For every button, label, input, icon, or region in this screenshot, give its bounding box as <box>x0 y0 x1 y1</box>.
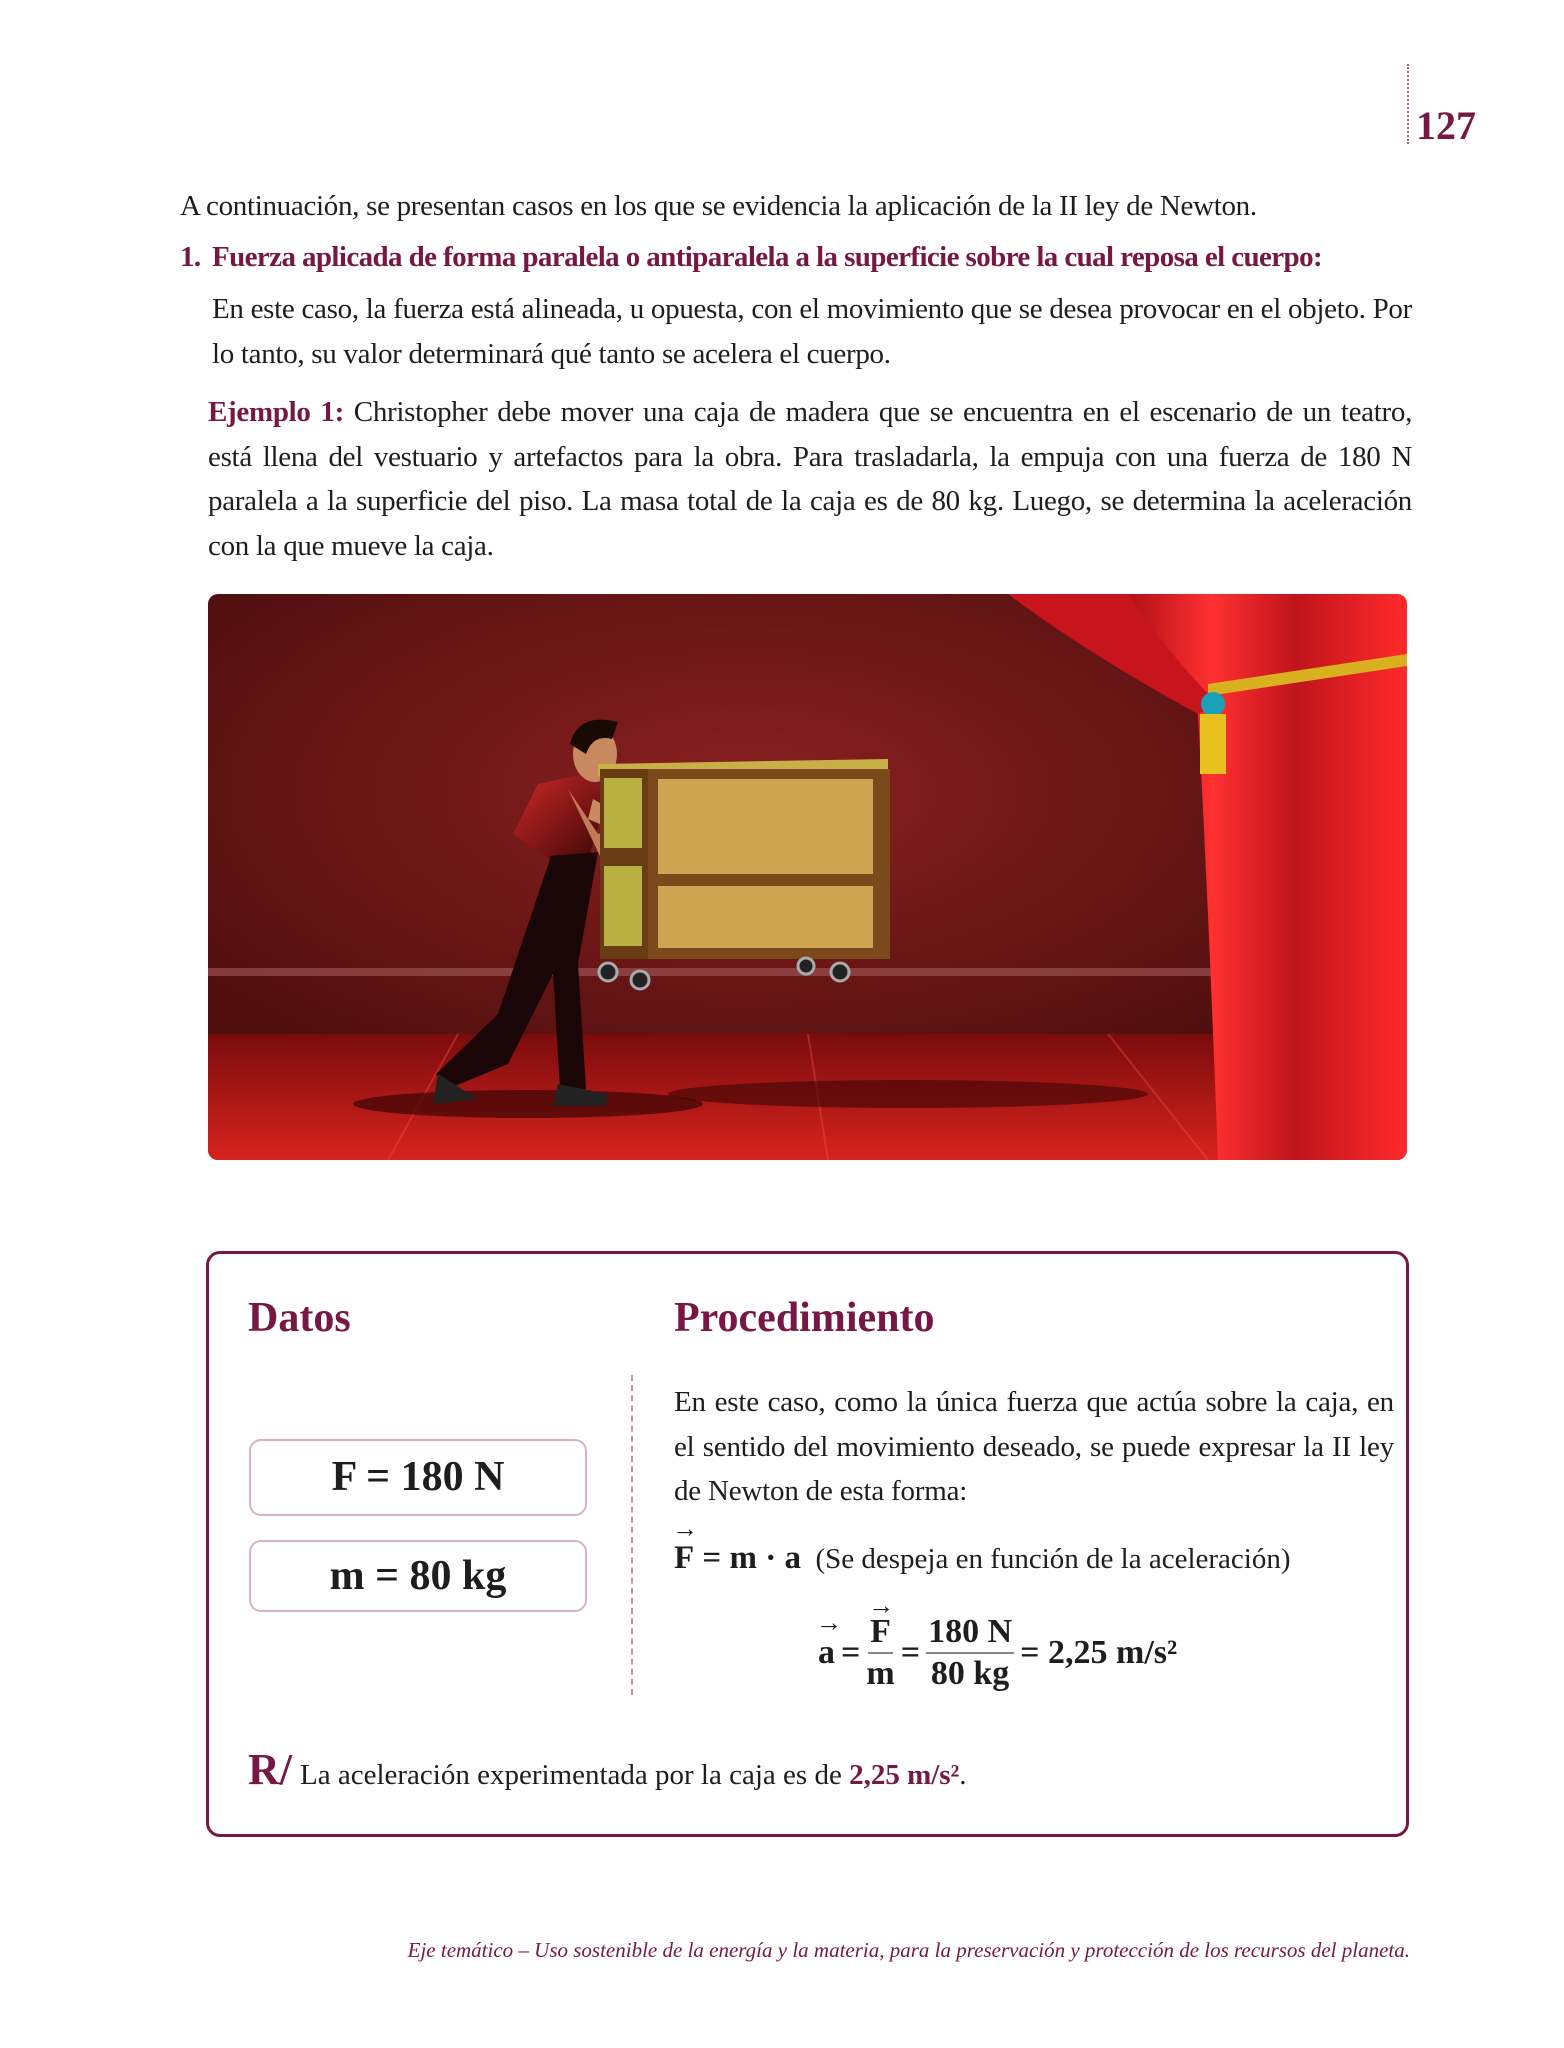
page-number: 127 <box>1416 103 1476 148</box>
denominator-m: m <box>866 1655 895 1692</box>
answer-period: . <box>959 1759 967 1791</box>
procedimiento-heading: Procedimiento <box>674 1295 935 1341</box>
intro-text: A continuación, se presentan casos en los que se evidencia la aplicación de la II ley de Newton. <box>180 190 1257 222</box>
example-text: Christopher debe mover una caja de madera que se encuentra en el escenario de un teatro, está llena del vestuario y artefactos para la obra. Para trasladarla, la empuja con una fuerza de 180 N paralela a la superficie del piso. La masa total de la caja es de 80 kg. Luego, se determina la aceleración con la que mueve la caja. <box>208 396 1413 562</box>
procedure-text: En este caso, como la única fuerza que actúa sobre la caja, en el sentido del movimiento deseado, se puede expresar la II ley de Newton de esta forma: <box>674 1386 1394 1507</box>
law-rest: = m · a <box>702 1540 801 1576</box>
force-data-box: F = 180 N <box>249 1439 587 1516</box>
law-note: (Se despeja en función de la aceleración) <box>815 1543 1291 1575</box>
mass-data-box: m = 80 kg <box>249 1540 587 1612</box>
numerator-value: 180 N <box>926 1612 1014 1654</box>
section-heading <box>180 241 1412 274</box>
answer-text: La aceleración experimentada por la caja es de <box>300 1759 842 1791</box>
page-number-divider <box>1407 64 1409 144</box>
example-label: Ejemplo 1: <box>208 396 344 428</box>
section-number: 1. <box>180 241 201 273</box>
fraction-numeric <box>926 1612 1014 1694</box>
example-paragraph <box>208 390 1412 568</box>
equals-sign: = <box>900 1634 921 1671</box>
footer-theme: Eje temático – Uso sostenible de la energía y la materia, para la preservación y protección de los recursos del planeta. <box>407 1938 1410 1962</box>
acceleration-equation <box>818 1612 1177 1694</box>
numerator-f: → F <box>870 1612 891 1652</box>
section-body: En este caso, la fuerza está alineada, u opuesta, con el movimiento que se desea provocar en el objeto. Por lo tanto, su valor determinará qué tanto se acelera el cuerpo. <box>212 293 1412 370</box>
equation-result: = 2,25 m/s² <box>1020 1634 1178 1671</box>
force-vector: → F <box>674 1540 694 1577</box>
column-divider <box>631 1375 633 1695</box>
answer-prefix: R/ <box>248 1745 292 1794</box>
equals-sign: = <box>841 1634 861 1671</box>
newton-law-formula <box>674 1540 1291 1577</box>
wooden-crate <box>598 759 890 989</box>
denominator-value: 80 kg <box>930 1655 1010 1692</box>
datos-heading: Datos <box>248 1295 351 1341</box>
theater-illustration <box>208 594 1407 1160</box>
fraction-symbolic <box>866 1612 894 1694</box>
section-title: Fuerza aplicada de forma paralela o antiparalela a la superficie sobre la cual reposa el cuerpo: <box>212 241 1323 273</box>
answer-value: 2,25 m/s² <box>849 1759 960 1791</box>
answer-line <box>248 1744 967 1795</box>
acceleration-vector: → a <box>818 1634 835 1672</box>
